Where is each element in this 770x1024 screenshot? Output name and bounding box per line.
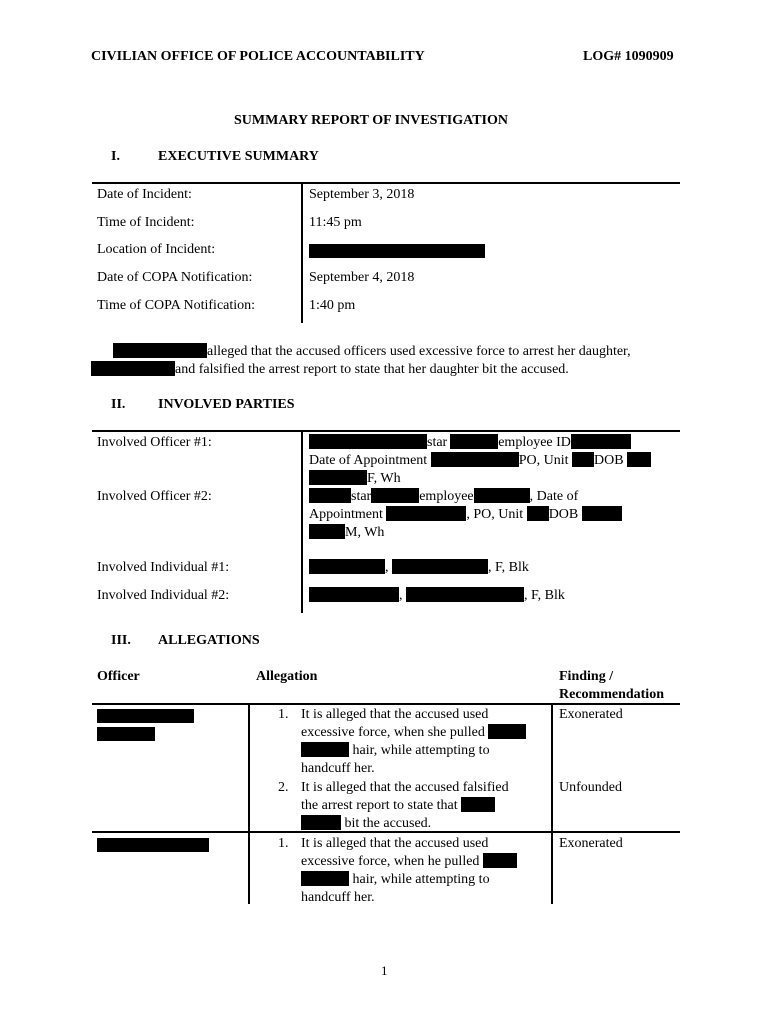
finding-a1: Exonerated [559, 707, 623, 722]
summary-label-location: Location of Incident: [97, 242, 216, 257]
summary-value-time-incident: 11:45 pm [309, 215, 362, 230]
officer-2-label: Involved Officer #2: [97, 489, 212, 504]
parties-table-divider [301, 431, 303, 613]
summary-table-top-rule [92, 182, 680, 184]
summary-value-time-copa: 1:40 pm [309, 298, 356, 313]
summary-table-divider [301, 183, 303, 323]
redaction-officer-a-line-2 [97, 727, 155, 741]
section-1-title: EXECUTIVE SUMMARY [158, 149, 319, 164]
section-1-number: I. [111, 149, 120, 164]
col-header-officer: Officer [97, 669, 140, 684]
redaction-officer-a-line-1 [97, 709, 194, 723]
narrative-line-2: and falsified the arrest report to state that her daughter bit the accused. [91, 361, 569, 379]
page-number: 1 [381, 963, 388, 978]
allegation-a2-text: It is alleged that the accused falsified the arrest report to state that bit the accused. [301, 780, 509, 831]
summary-value-date-copa: September 4, 2018 [309, 270, 415, 285]
allegation-b1-text: It is alleged that the accused used excessive force, when he pulled hair, while attempting to handcuff her. [301, 835, 517, 907]
summary-label-date-copa: Date of COPA Notification: [97, 270, 253, 285]
redaction-daughter [91, 361, 175, 376]
allegation-b1-number: 1. [278, 836, 289, 851]
individual-1-label: Involved Individual #1: [97, 560, 230, 575]
section-2-title: INVOLVED PARTIES [158, 397, 295, 412]
individual-2-details: , , F, Blk [309, 587, 565, 605]
parties-table-top-rule [92, 430, 680, 432]
officer-2-details: star employee , Date of Appointment , PO, Unit DOB M, Wh [309, 488, 622, 542]
section-3-title: ALLEGATIONS [158, 633, 260, 648]
individual-2-label: Involved Individual #2: [97, 588, 230, 603]
summary-label-date-incident: Date of Incident: [97, 187, 192, 202]
allegations-divider-right [551, 704, 553, 904]
redaction-complainant [113, 343, 207, 358]
log-number: LOG# 1090909 [583, 49, 674, 64]
officer-1-details: star employee ID Date of Appointment PO, Unit DOB F, Wh [309, 434, 651, 488]
summary-value-date-incident: September 3, 2018 [309, 187, 415, 202]
finding-b1: Exonerated [559, 836, 623, 851]
col-header-recommendation: Recommendation [559, 687, 664, 702]
redaction-location [309, 244, 485, 258]
redaction-officer-b [97, 838, 209, 852]
summary-label-time-copa: Time of COPA Notification: [97, 298, 256, 313]
allegations-divider-left [248, 704, 250, 904]
section-2-number: II. [111, 397, 126, 412]
allegation-a2-number: 2. [278, 780, 289, 795]
summary-label-time-incident: Time of Incident: [97, 215, 195, 230]
finding-a2: Unfounded [559, 780, 622, 795]
allegation-a1-text: It is alleged that the accused used excessive force, when she pulled hair, while attempting to handcuff her. [301, 706, 526, 778]
allegations-table-top-rule [92, 703, 680, 705]
allegation-a1-number: 1. [278, 707, 289, 722]
col-header-finding: Finding / [559, 669, 614, 684]
col-header-allegation: Allegation [256, 669, 318, 684]
office-name: CIVILIAN OFFICE OF POLICE ACCOUNTABILITY [91, 49, 425, 64]
narrative-line-1: alleged that the accused officers used excessive force to arrest her daughter, [113, 343, 631, 361]
report-title: SUMMARY REPORT OF INVESTIGATION [234, 113, 508, 128]
officer-1-label: Involved Officer #1: [97, 435, 212, 450]
section-3-number: III. [111, 633, 131, 648]
individual-1-details: , , F, Blk [309, 559, 529, 577]
